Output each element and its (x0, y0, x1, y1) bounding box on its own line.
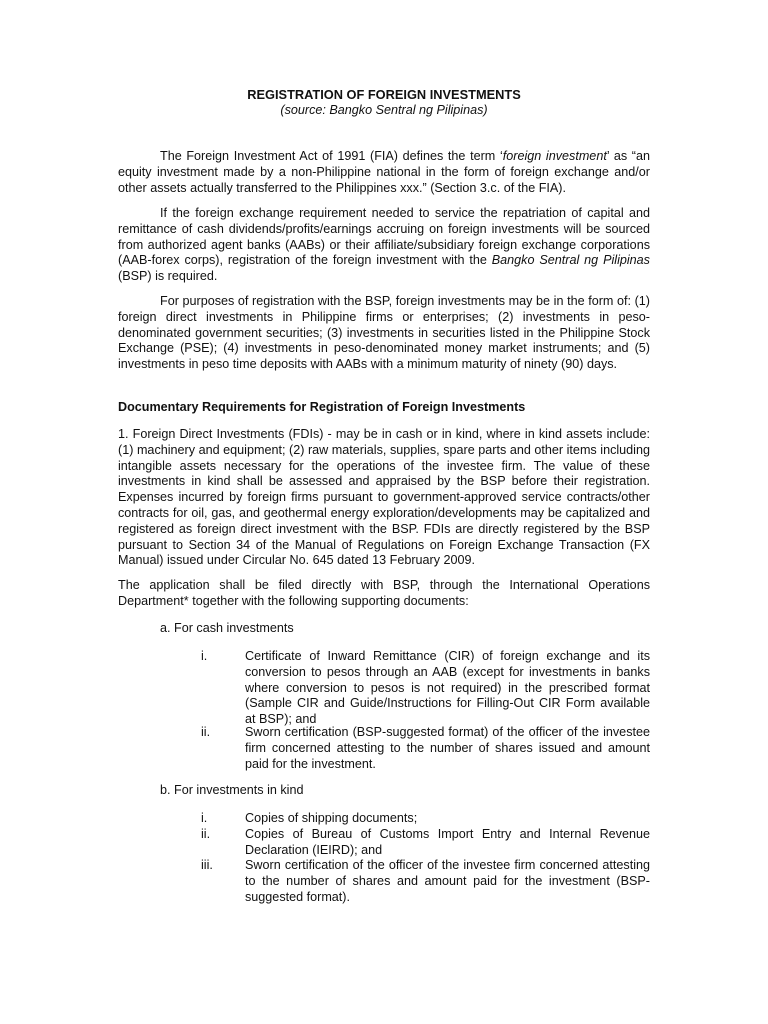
section-b-label: b. For investments in kind (160, 783, 304, 797)
paragraph-fia-definition: The Foreign Investment Act of 1991 (FIA) defines the term ‘foreign investment’ as “an equity investment made by a non-Philippine national in the form of foreign exchange and/or other assets actually transferred to the Philippines xxx.” (Section 3.c. of the FIA). (118, 149, 650, 195)
list-item-number: ii. (201, 827, 211, 841)
list-item (201, 811, 650, 827)
document-subtitle: (source: Bangko Sentral ng Pilipinas) (280, 103, 488, 117)
list-item (201, 858, 650, 905)
section-heading: Documentary Requirements for Registration of Foreign Investments (118, 400, 526, 414)
document-title: REGISTRATION OF FOREIGN INVESTMENTS (247, 87, 521, 102)
paragraph-fdi: 1. Foreign Direct Investments (FDIs) - may be in cash or in kind, where in kind assets include: (1) machinery and equipment; (2) raw materials, supplies, spare parts and other items including intangible assets necessary for the operations of the investee firm. The value of these investments in kind shall be assessed and appraised by the BSP before their registration. Expenses incurred by foreign firms pursuant to government-approved service contracts/other contracts for oil, gas, and geothermal energy exploration/developments may be capitalized and registered as foreign direct investment with the BSP. FDIs are directly registered by the BSP pursuant to Section 34 of the Manual of Regulations on Foreign Exchange Transaction (FX Manual) issued under Circular No. 645 dated 13 February 2009. (118, 427, 650, 568)
list-item (201, 827, 650, 859)
list-item-number: ii. (201, 725, 211, 739)
list-item (201, 649, 650, 728)
list-item (201, 725, 650, 772)
section-a-label: a. For cash investments (160, 621, 294, 635)
list-item-text: Copies of Bureau of Customs Import Entry and Internal Revenue Declaration (IEIRD); and (245, 827, 650, 857)
list-item-text: Certificate of Inward Remittance (CIR) of foreign exchange and its conversion to pesos through an AAB (except for investments in banks where conversion to pesos is not required) in the prescribed format (Sample CIR and Guide/Instructions for Filling-Out CIR Form available at BSP); and (245, 649, 650, 727)
list-item-text: Sworn certification (BSP-suggested format) of the officer of the investee firm concerned attesting to the number of shares issued and amount paid for the investment. (245, 725, 650, 771)
paragraph-investment-forms: For purposes of registration with the BSP, foreign investments may be in the form of: (1) foreign direct investments in Philippine firms or enterprises; (2) investments in peso-denominated government securities; (3) investments in securities listed in the Philippine Stock Exchange (PSE); (4) investments in peso-denominated money market instruments; and (5) investments in peso time deposits with AABs with a minimum maturity of ninety (90) days. (118, 294, 650, 372)
list-item-number: i. (201, 811, 208, 825)
paragraph-application: The application shall be filed directly with BSP, through the International Operations Department* together with the following supporting documents: (118, 578, 650, 608)
list-item-number: i. (201, 649, 208, 663)
paragraph-registration-requirement: If the foreign exchange requirement needed to service the repatriation of capital and remittance of cash dividends/profits/earnings accruing on foreign investments will be sourced from authorized agent banks (AABs) or their affiliate/subsidiary foreign exchange corporations (AAB-forex corps), registration of the foreign investment with the Bangko Sentral ng Pilipinas (BSP) is required. (118, 206, 650, 284)
list-item-number: iii. (201, 858, 213, 872)
list-item-text: Copies of shipping documents; (245, 811, 418, 825)
list-item-text: Sworn certification of the officer of the investee firm concerned attesting to the number of shares and amount paid for the investment (BSP-suggested format). (245, 858, 650, 904)
